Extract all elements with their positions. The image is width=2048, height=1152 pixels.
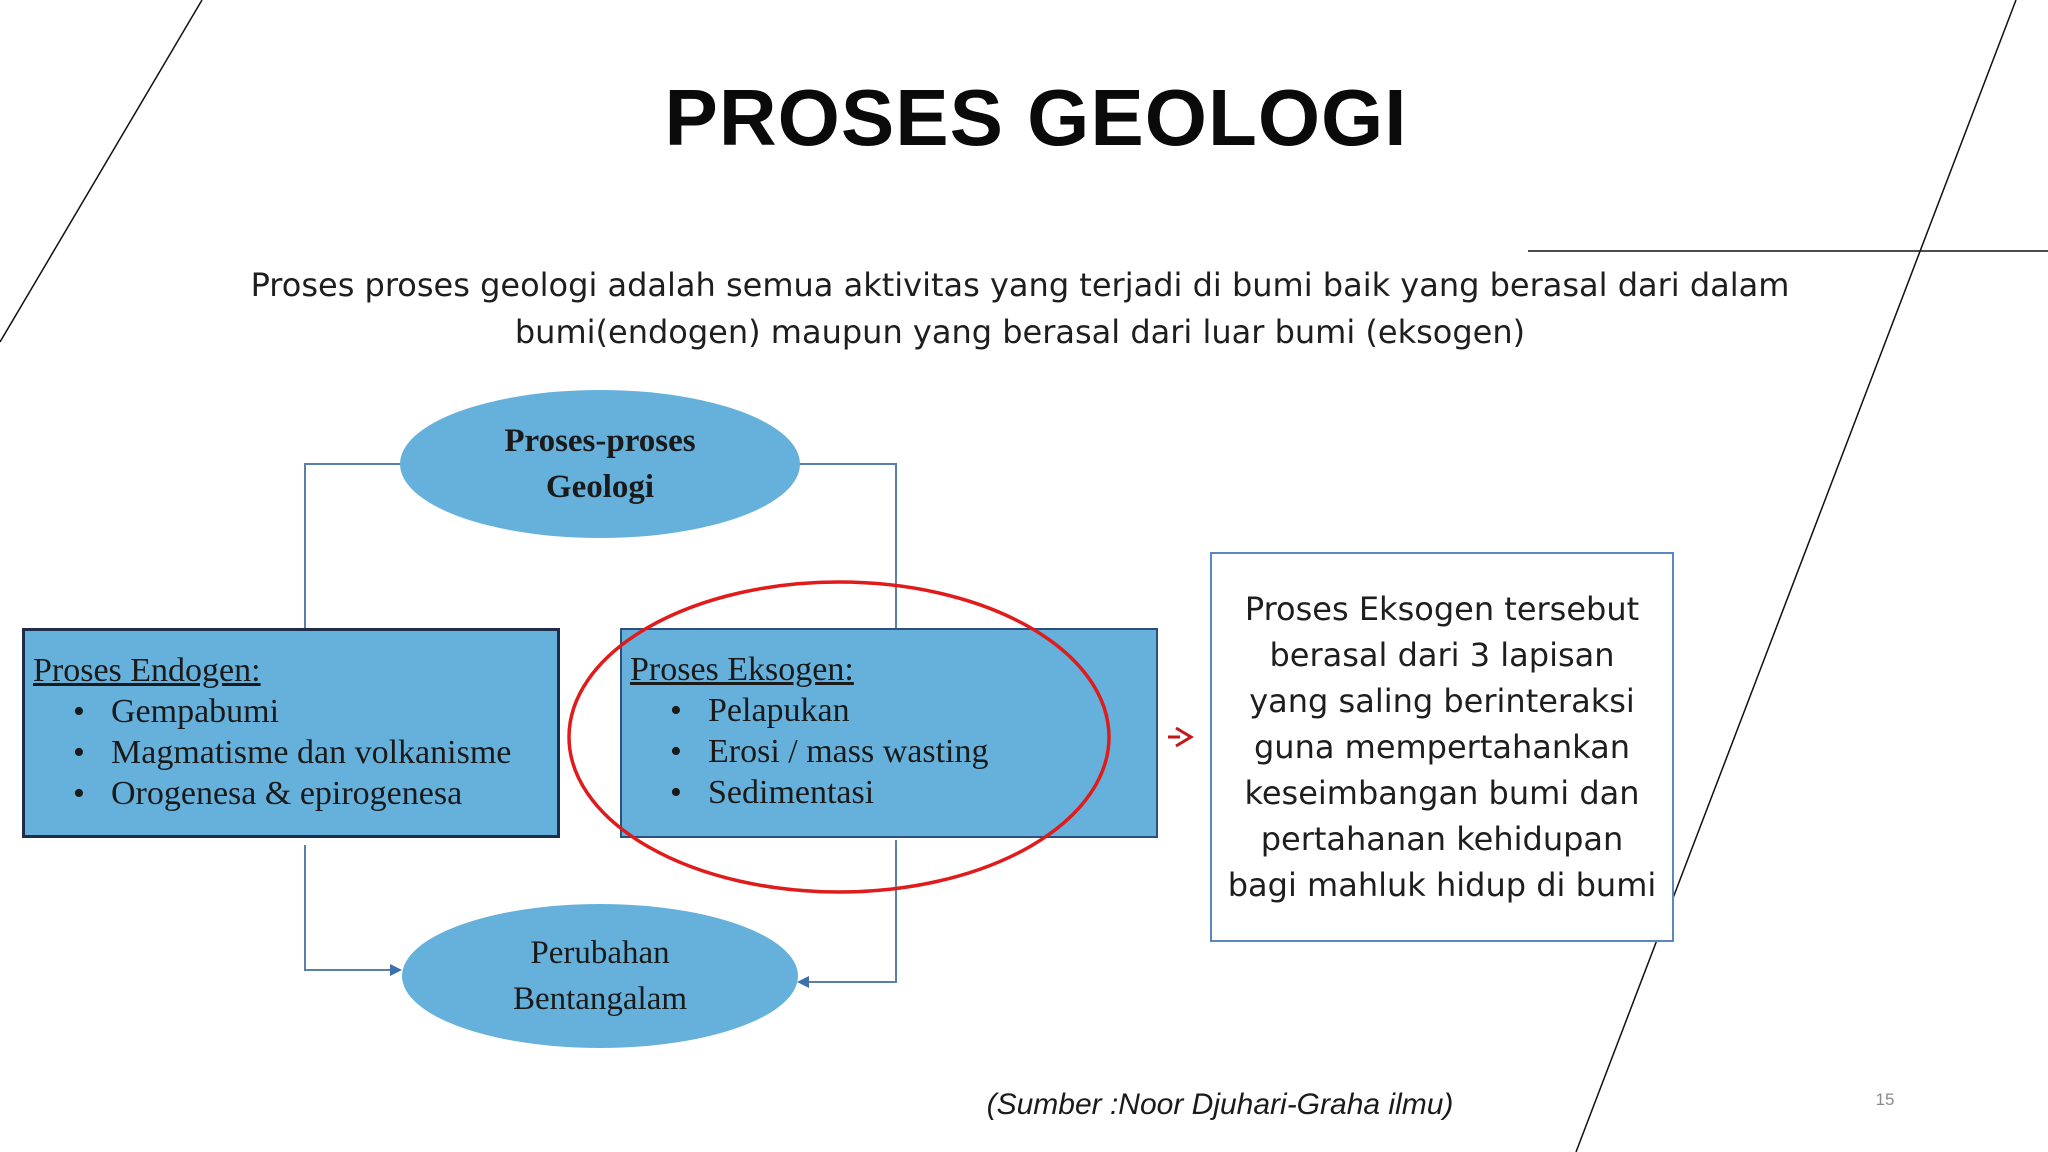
endogen-item-label: Magmatisme dan volkanisme — [111, 734, 512, 771]
connector-top-to-eksogen — [798, 464, 896, 628]
connector-eksogen-to-bottom — [802, 840, 896, 982]
eksogen-item-label: Erosi / mass wasting — [708, 733, 989, 770]
eksogen-list — [630, 690, 1156, 813]
endogen-item — [73, 691, 557, 732]
box-proses-endogen — [22, 628, 560, 838]
eksogen-item — [670, 731, 1156, 772]
source-citation: (Sumber :Noor Djuhari-Graha ilmu) — [986, 1088, 1454, 1121]
deco-diagonal-left — [0, 0, 202, 342]
node-proses-proses-geologi — [400, 390, 800, 538]
node-perubahan-bentangalam — [402, 904, 798, 1048]
note-text: Proses Eksogen tersebut berasal dari 3 lapisan yang saling berinteraksi guna mempertahankan keseimbangan bumi dan pertahanan kehidupan bagi mahluk hidup di bumi — [1227, 590, 1657, 904]
endogen-list — [33, 691, 557, 814]
bullet: • — [73, 693, 85, 730]
bullet: • — [73, 734, 85, 771]
eksogen-item-label: Pelapukan — [708, 692, 850, 729]
node-proses-proses-geologi-label: Proses-proses Geologi — [504, 423, 696, 505]
box-proses-eksogen — [620, 628, 1158, 838]
intro-line-2: bumi(endogen) maupun yang berasal dari luar bumi (eksogen) — [514, 313, 1526, 351]
note-box-eksogen — [1210, 552, 1674, 942]
eksogen-heading: Proses Eksogen: — [630, 651, 854, 688]
endogen-heading: Proses Endogen: — [33, 652, 261, 689]
eksogen-item — [670, 772, 1156, 813]
page-number: 15 — [1875, 1090, 1895, 1109]
intro-line-1: Proses proses geologi adalah semua aktivitas yang terjadi di bumi baik yang berasal dari dalam — [250, 266, 1790, 304]
endogen-item — [73, 732, 557, 773]
node-perubahan-bentangalam-label: Perubahan Bentangalam — [512, 935, 688, 1017]
bullet: • — [670, 733, 682, 770]
intro-text — [200, 262, 1840, 356]
eksogen-item — [670, 690, 1156, 731]
bullet: • — [670, 774, 682, 811]
bullet: • — [73, 775, 85, 812]
arrowhead-right-bottom — [797, 976, 809, 988]
bullet: • — [670, 692, 682, 729]
connector-endogen-to-bottom — [305, 845, 398, 970]
slide-title: PROSES GEOLOGI — [664, 73, 1408, 162]
endogen-item-label: Orogenesa & epirogenesa — [111, 775, 463, 812]
eksogen-item-label: Sedimentasi — [708, 774, 875, 811]
endogen-item-label: Gempabumi — [111, 693, 280, 730]
endogen-item — [73, 773, 557, 814]
arrowhead-left-bottom — [390, 964, 402, 976]
connector-top-to-endogen — [305, 464, 402, 628]
